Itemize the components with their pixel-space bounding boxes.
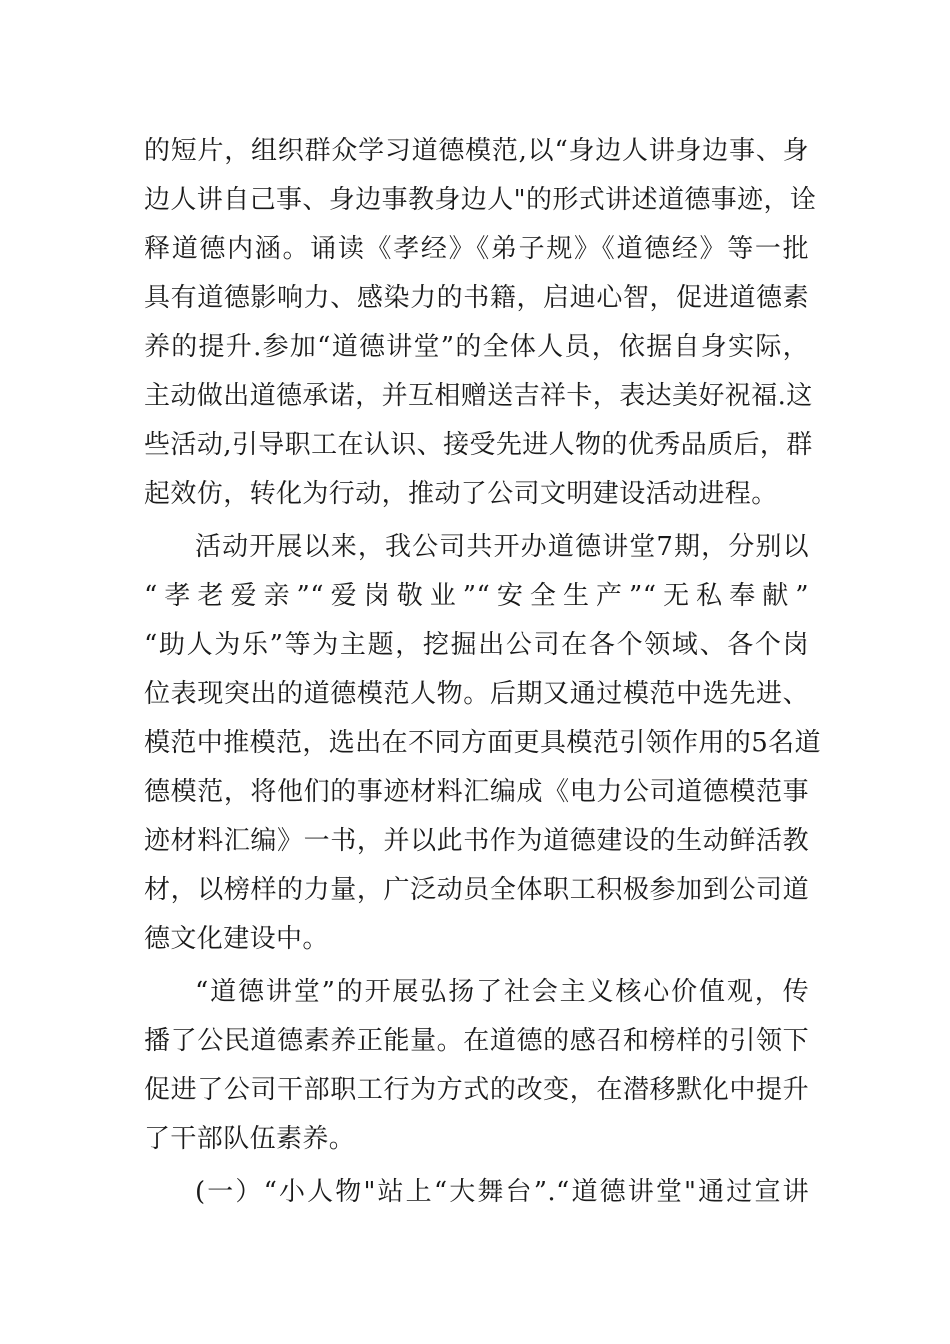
text-line: 了干部队伍素养。 bbox=[144, 1124, 356, 1154]
text-line: 播了公民道德素养正能量。在道德的感召和榜样的引领下 bbox=[144, 1026, 809, 1056]
text-line: 迹材料汇编》一书，并以此书作为道德建设的生动鲜活教 bbox=[144, 826, 809, 856]
text-line: 具有道德影响力、感染力的书籍，启迪心智，促进道德素 bbox=[144, 283, 809, 313]
text-line: 德模范，将他们的事迹材料汇编成《电力公司道德模范事 bbox=[144, 777, 809, 807]
text-line: 主动做出道德承诺，并互相赠送吉祥卡，表达美好祝福.这 bbox=[144, 381, 813, 411]
text-line: 释道德内涵。诵读《孝经》《弟子规》《道德经》等一批 bbox=[144, 234, 809, 264]
text-line: 起效仿，转化为行动，推动了公司文明建设活动进程。 bbox=[144, 479, 778, 509]
text-line: 的短片，组织群众学习道德模范,以“身边人讲身边事、身 bbox=[144, 136, 809, 166]
section-heading-line: (一）“小人物"站上“大舞台”.“道德讲堂"通过宣讲 bbox=[195, 1177, 809, 1207]
paragraph-first-line: “道德讲堂”的开展弘扬了社会主义核心价值观，传 bbox=[195, 977, 809, 1007]
paragraph-first-line: 活动开展以来，我公司共开办道德讲堂7期，分别以 bbox=[195, 532, 809, 562]
text-line: 边人讲自己事、身边事教身边人"的形式讲述道德事迹，诠 bbox=[144, 185, 817, 215]
text-line: 养的提升.参加“道德讲堂”的全体人员，依据自身实际， bbox=[144, 332, 809, 362]
text-line: “助人为乐”等为主题，挖掘出公司在各个领域、各个岗 bbox=[144, 630, 809, 660]
text-line: 促进了公司干部职工行为方式的改变，在潜移默化中提升 bbox=[144, 1075, 809, 1105]
text-line: 德文化建设中。 bbox=[144, 924, 329, 954]
text-line: 材，以榜样的力量，广泛动员全体职工积极参加到公司道 bbox=[144, 875, 809, 905]
text-line: 模范中推模范，选出在不同方面更具模范引领作用的5名道 bbox=[144, 728, 821, 758]
text-line: 些活动,引导职工在认识、接受先进人物的优秀品质后，群 bbox=[144, 430, 813, 460]
text-line: 位表现突出的道德模范人物。后期又通过模范中选先进、 bbox=[144, 679, 809, 709]
text-line: “孝老爱亲”“爱岗敬业”“安全生产”“无私奉献” bbox=[144, 581, 809, 611]
